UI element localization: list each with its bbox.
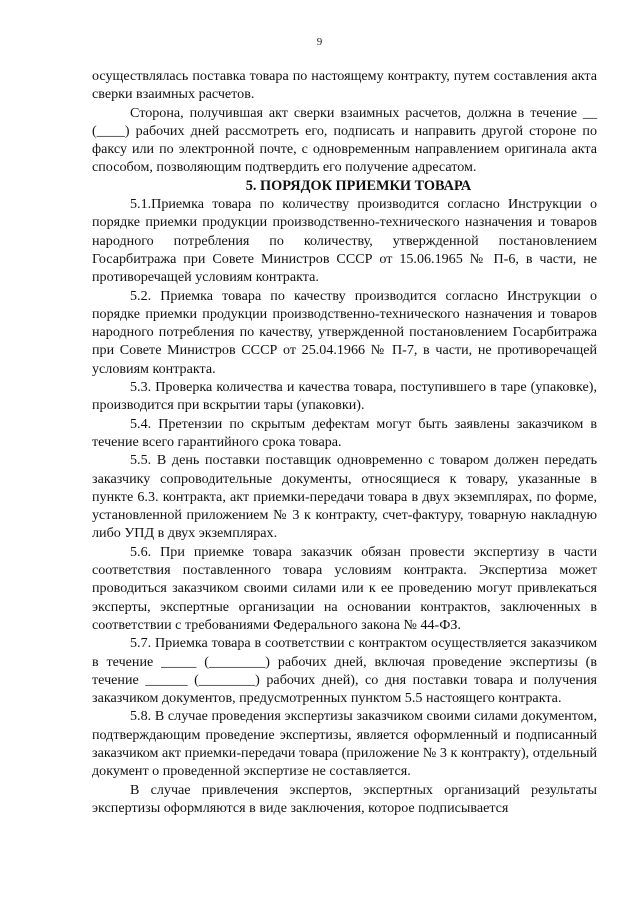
clause-5-2: 5.2. Приемка товара по качеству производится согласно Инструкции о порядке приемки продукции производственно-технического назначения и товаров народного потребления по качеству, утвержденной постановлением Госарбитража при Совете Министров СССР от 25.04.1966 № П-7, в части, не противоречащей условиям контракта. bbox=[92, 287, 597, 377]
clause-5-8: 5.8. В случае проведения экспертизы заказчиком своими силами документом, подтверждающим проведение экспертизы, является оформленный и подписанный заказчиком акт приемки-передачи товара (приложение № 3 к контракту), отдельный документ о проведенной экспертизе не составляется. bbox=[92, 708, 597, 780]
document-body bbox=[92, 67, 597, 817]
clause-5-7: 5.7. Приемка товара в соответствии с контрактом осуществляется заказчиком в течение _____ (________) рабочих дней, включая проведение экспертизы (в течение ______ (________) рабочих дней), со дня поставки товара и получения заказчиком документов, предусмотренных пунктом 5.5 настоящего контракта. bbox=[92, 635, 597, 707]
paragraph-intro-2: Сторона, получившая акт сверки взаимных расчетов, должна в течение __ (____) рабочих дней рассмотреть его, подписать и направить другой стороне по факсу или по электронной почте, с одновременным направлением оригинала акта способом, позволяющим подтвердить его получение адресатом. bbox=[92, 104, 597, 176]
clause-5-5: 5.5. В день поставки поставщик одновременно с товаром должен передать заказчику сопроводительные документы, относящиеся к товару, указанные в пункте 6.3. контракта, акт приемки-передачи товара в двух экземплярах, по форме, установленной приложением № 3 к контракту, счет-фактуру, товарную накладную либо УПД в двух экземплярах. bbox=[92, 452, 597, 542]
section-title: 5. ПОРЯДОК ПРИЕМКИ ТОВАРА bbox=[245, 177, 472, 194]
page-number: 9 bbox=[316, 36, 323, 48]
clause-5-4: 5.4. Претензии по скрытым дефектам могут быть заявлены заказчиком в течение всего гарантийного срока товара. bbox=[92, 415, 597, 450]
clause-5-8-continued: В случае привлечения экспертов, экспертных организаций результаты экспертизы оформляются в виде заключения, которое подписывается bbox=[92, 781, 597, 816]
clause-5-3: 5.3. Проверка количества и качества товара, поступившего в таре (упаковке), производится при вскрытии тары (упаковки). bbox=[92, 379, 597, 414]
clause-5-6: 5.6. При приемке товара заказчик обязан провести экспертизу в части соответствия поставленного товара условиям контракта. Экспертиза может проводиться заказчиком своими силами или к ее проведению могут привлекаться эксперты, экспертные организации на основании контрактов, заключенных в соответствии с требованиями Федерального закона № 44-ФЗ. bbox=[92, 543, 597, 633]
paragraph-intro-1: осуществлялась поставка товара по настоящему контракту, путем составления акта сверки взаимных расчетов. bbox=[92, 68, 597, 103]
clause-5-1: 5.1.Приемка товара по количеству производится согласно Инструкции о порядке приемки продукции производственно-технического назначения и товаров народного потребления по количеству, утвержденной постановлением Госарбитража при Совете Министров СССР от 15.06.1965 № П-6, в части, не противоречащей условиям контракта. bbox=[92, 196, 597, 286]
